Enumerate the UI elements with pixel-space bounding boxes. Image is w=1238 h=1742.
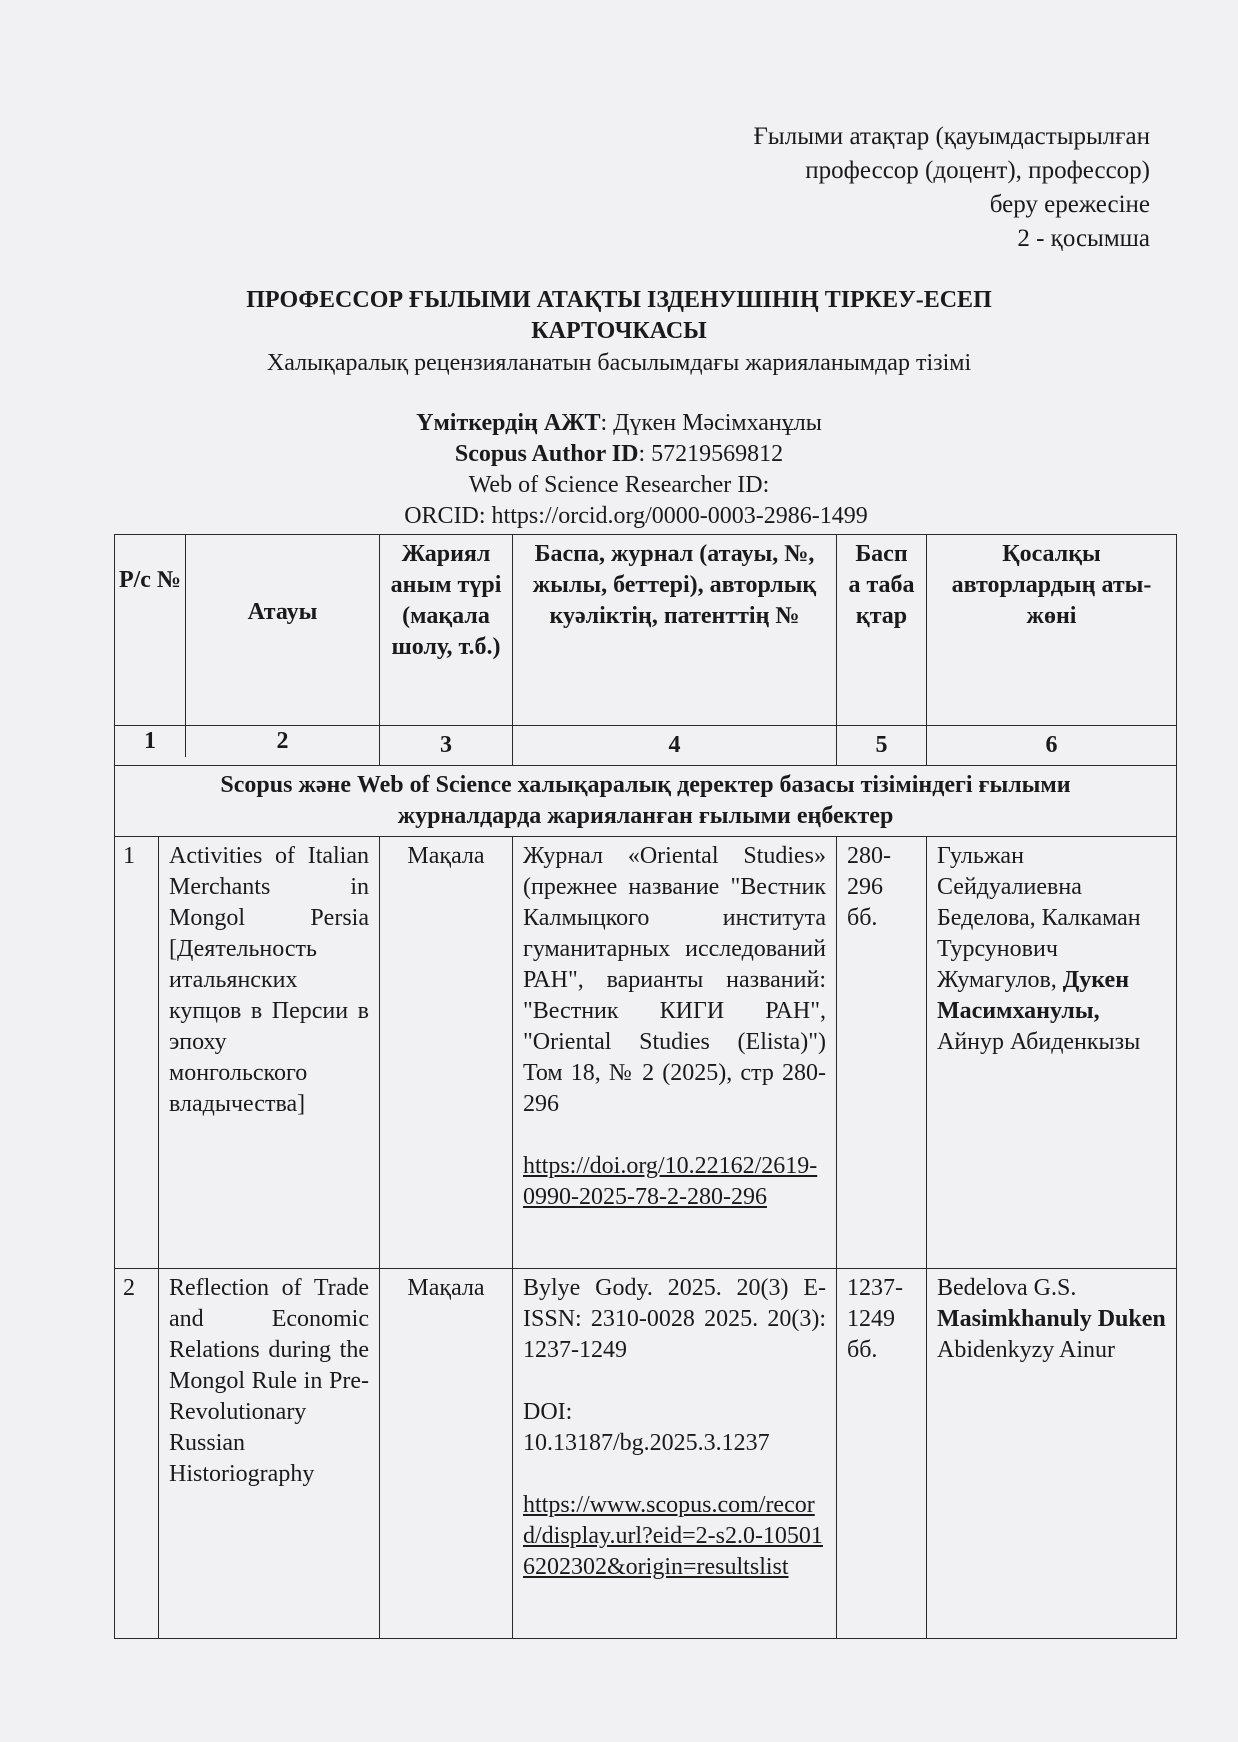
header-coauthors: Қосалқы авторлардың аты-жөні [927,535,1177,726]
orcid: ORCID: https://orcid.org/0000-0003-2986-1499 [404,503,868,529]
row-pages: 1237-1249 бб. [837,1269,927,1639]
section-header-row [115,766,1177,837]
colnum-3: 3 [380,726,513,766]
header-row [115,535,1177,726]
row-pages: 280-296 бб. [837,837,927,1269]
doi-link[interactable]: https://doi.org/10.22162/2619-0990-2025-78-2-280-296 [523,1153,818,1210]
applicant-name-value: : Дүкен Мәсімханұлы [600,410,822,436]
section-line-1: Scopus және Web of Science халықаралық деректер базасы тізіміндегі ғылыми [220,772,1071,798]
colnum-1: 1 [115,726,186,757]
section-line-2: журналдарда жарияланған ғылыми еңбектер [397,803,894,829]
title-line-1: ПРОФЕССОР ҒЫЛЫМИ АТАҚТЫ ІЗДЕНУШІНІҢ ТІРКЕУ-ЕСЕП [246,287,992,313]
row-publisher-text: Журнал «Oriental Studies» (прежнее название "Вестник Калмыцкого института гуманитарных исследований РАН", варианты названий: "Вестник КИГИ РАН", "Oriental Studies (Elista)") Том 18, № 2 (2025), стр 280-296 [523,843,826,1117]
row-title: Activities of Italian Merchants in Mongol Persia [Деятельность итальянских купцов в Персии в эпоху монгольского владычества] [159,837,380,1269]
table-row [115,1269,1177,1639]
applicant-name [0,408,1238,439]
column-numbers-row [115,726,1177,766]
row-type: Мақала [380,837,513,1269]
appendix-line-2: профессор (доцент), профессор) [805,157,1150,184]
title-line-2: КАРТОЧКАСЫ [531,318,707,344]
header-num: Р/с № [115,535,186,725]
row-coauthors [927,837,1177,1269]
colnum-1-2 [115,726,380,766]
row-publisher [513,837,837,1269]
applicant-info [0,408,1238,532]
colnum-6: 6 [927,726,1177,766]
coauthors-list: Гульжан Сейдуалиевна Беделова, Калкаман Турсунович Жумагулов, [937,843,1141,993]
row-coauthors [927,1269,1177,1639]
colnum-5: 5 [837,726,927,766]
header-publisher: Баспа, журнал (атауы, №, жылы, беттері), авторлық куәліктің, патенттің № [513,535,837,726]
doi-label: DOI: [523,1399,573,1425]
colnum-2: 2 [276,728,289,754]
publications-table [114,534,1177,1639]
header-num-title [115,535,380,726]
coauthors-list: Bedelova G.S. [937,1275,1077,1301]
header-title: Атауы [247,599,318,625]
row-publisher [513,1269,837,1639]
coauthor-highlight: Masimkhanuly Duken [937,1306,1166,1332]
appendix-line-1: Ғылыми атақтар (қауымдастырылған [753,123,1150,150]
section-header [115,766,1177,837]
header-type: Жариял аным түрі (мақала шолу, т.б.) [380,535,513,726]
coauthors-list-end: Айнур Абиденкызы [937,1029,1141,1055]
wos-id: Web of Science Researcher ID: [468,472,770,498]
document-title [0,285,1238,379]
scopus-id-value: : 57219569812 [638,441,784,467]
row-number: 1 [115,837,159,1269]
coauthors-list-end: Abidenkyzy Ainur [937,1337,1115,1363]
table-row [115,837,1177,1269]
header-pages: Басп а таба қтар [837,535,927,726]
scopus-id [0,439,1238,470]
scopus-link[interactable]: https://www.scopus.com/record/display.url?eid=2-s2.0-105016202302&origin=resultslist [523,1492,823,1580]
colnum-4: 4 [513,726,837,766]
row-title: Reflection of Trade and Economic Relations during the Mongol Rule in Pre-Revolutionary Russian Historiography [159,1269,380,1639]
row-number: 2 [115,1269,159,1639]
scopus-id-label: Scopus Author ID [454,441,639,467]
doi-value: 10.13187/bg.2025.3.1237 [523,1430,770,1456]
row-type: Мақала [380,1269,513,1639]
coauthor-highlight: Дукен Масимханулы, [937,967,1130,1024]
appendix-line-4: 2 - қосымша [1017,225,1150,252]
subtitle: Халықаралық рецензияланатын басылымдағы жарияланымдар тізімі [266,350,972,376]
row-publisher-text: Bylye Gody. 2025. 20(3) E-ISSN: 2310-0028 2025. 20(3): 1237-1249 [523,1275,826,1363]
applicant-name-label: Үміткердің АЖТ [416,410,601,436]
appendix-note [753,120,1150,256]
appendix-line-3: беру ережесіне [989,191,1150,218]
